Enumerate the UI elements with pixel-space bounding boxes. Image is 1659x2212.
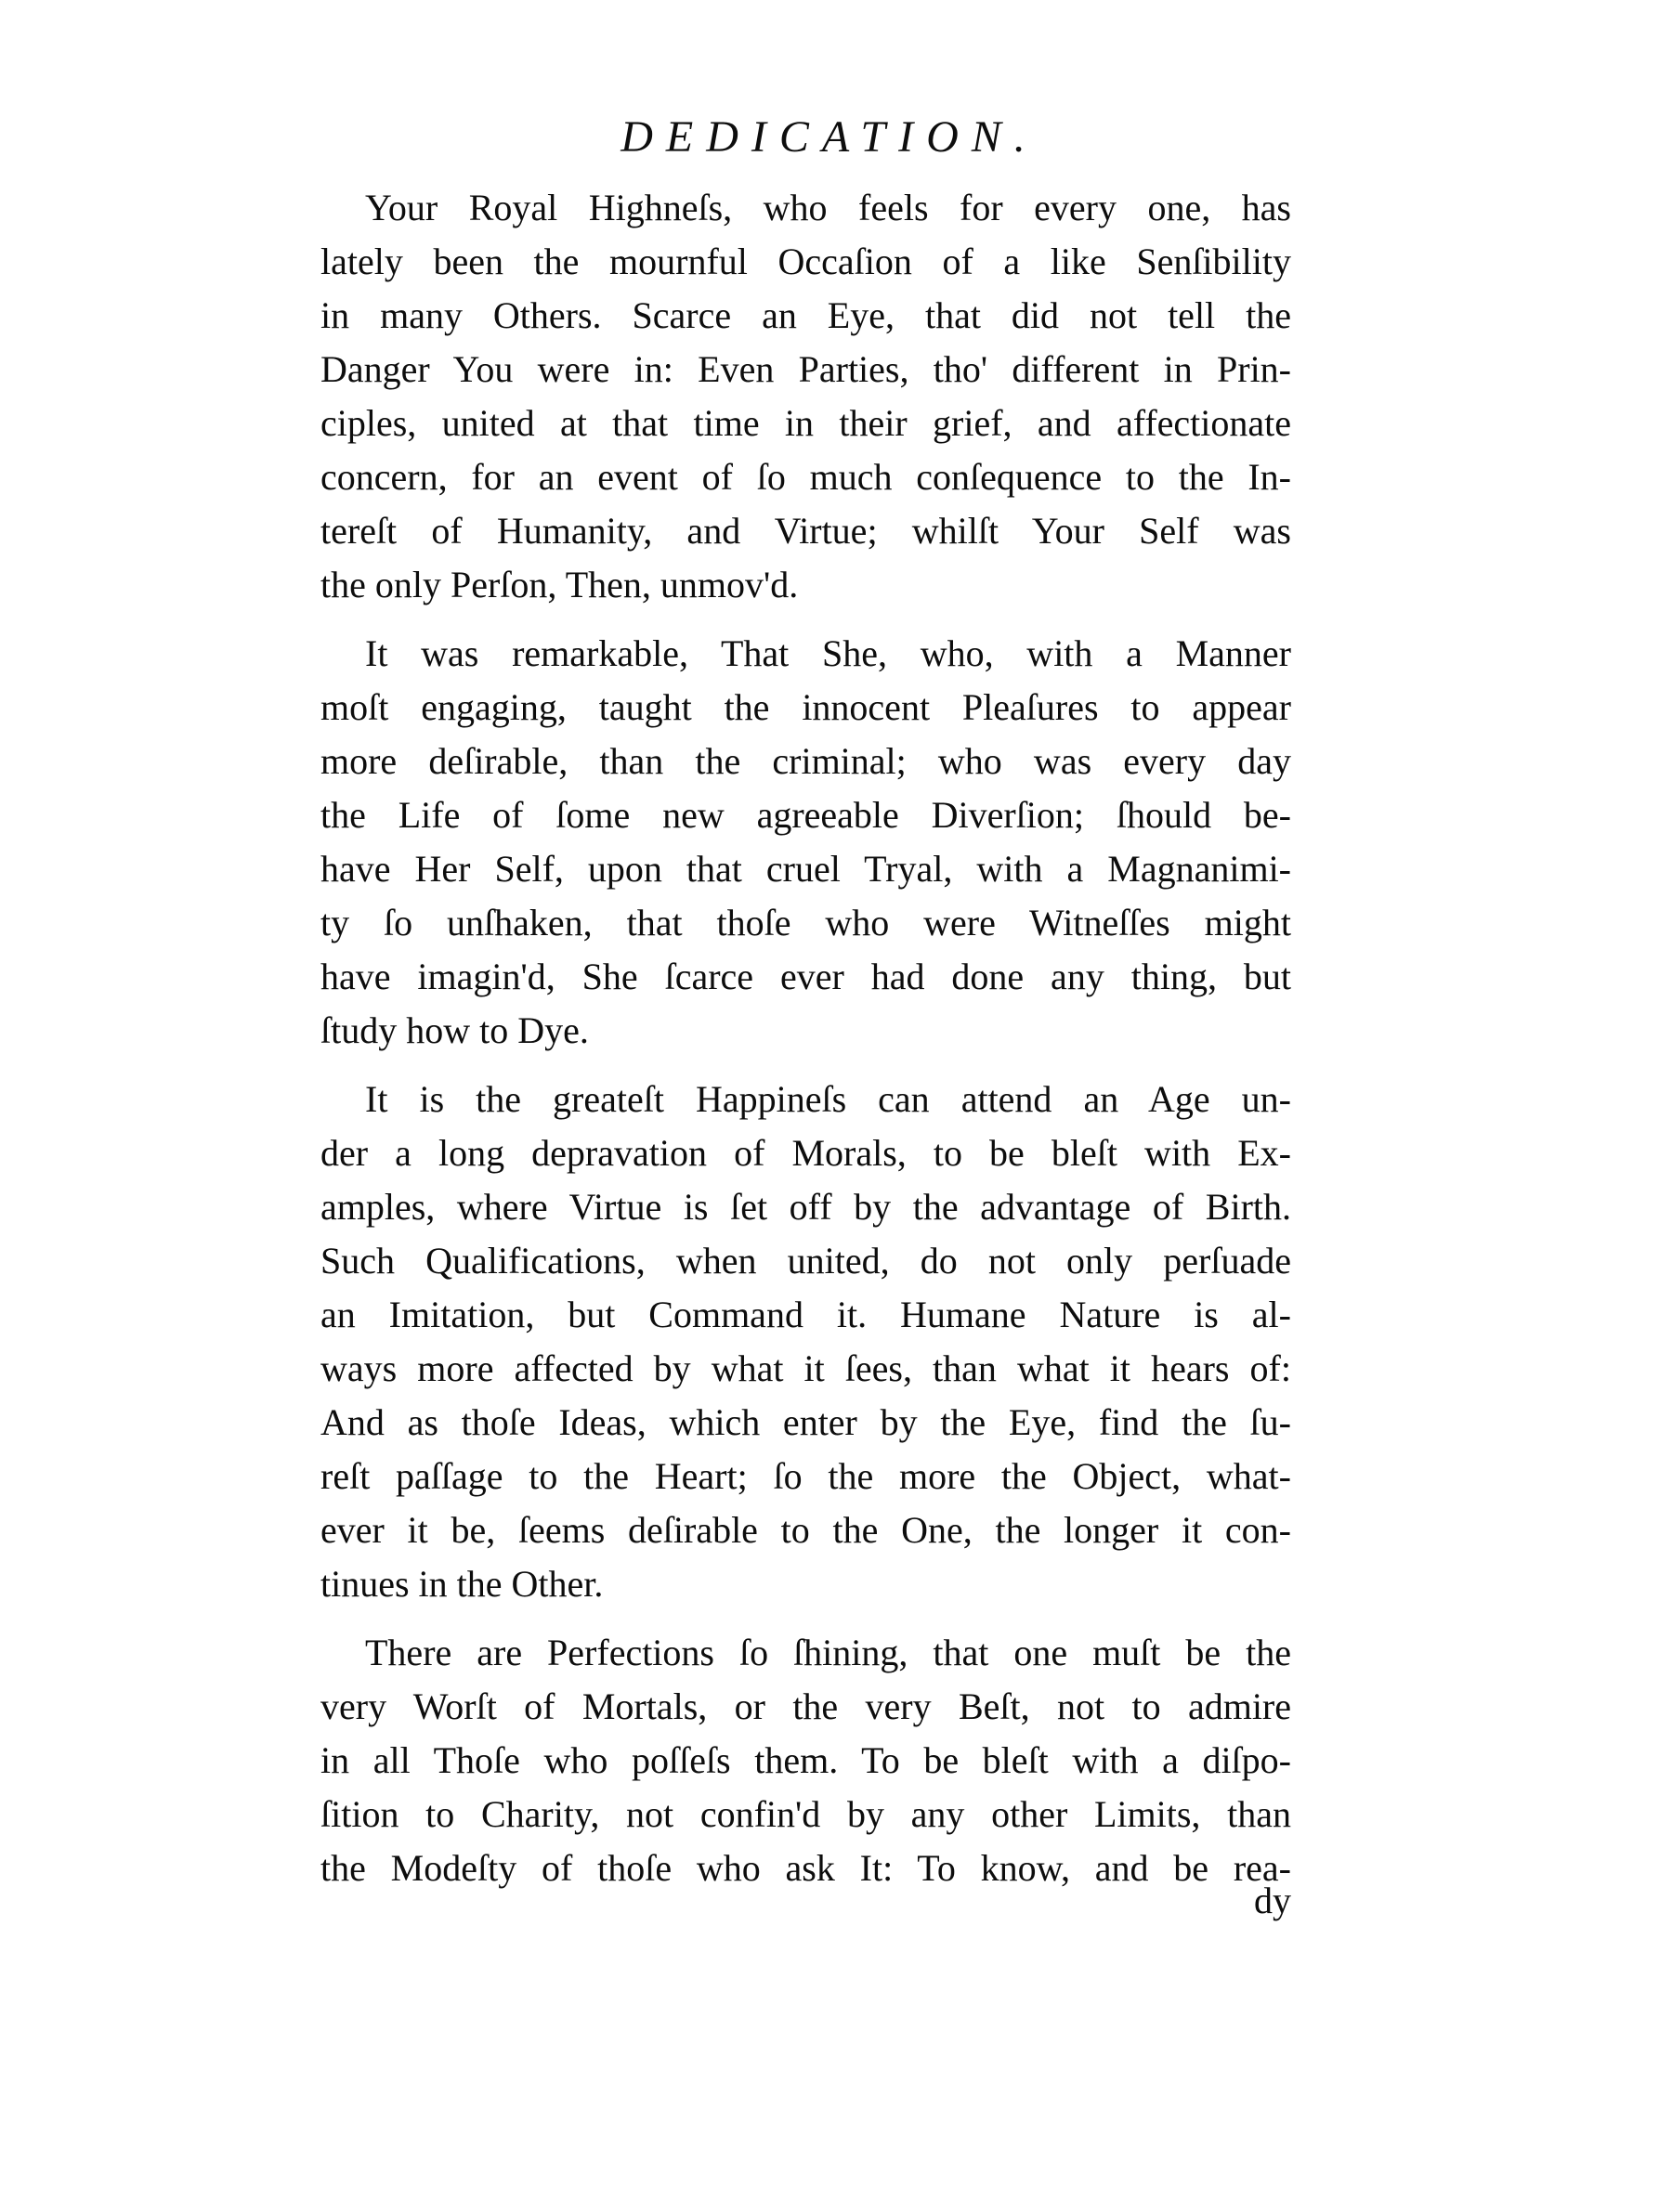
text-line: And as thoſe Ideas, which enter by the Eye, find the ſu- [320,1401,1291,1443]
text-line: There are Perfections ſo ſhining, that one muſt be the [365,1632,1291,1673]
text-line: tinues in the Other. [320,1563,604,1605]
text-line: in many Others. Scarce an Eye, that did not tell the [320,294,1291,336]
text-line: reſt paſſage to the Heart; ſo the more the Object, what- [320,1455,1291,1497]
text-line: It is the greateſt Happineſs can attend an Age un- [365,1078,1291,1120]
text-line: have imagin'd, She ſcarce ever had done any thing, but [320,956,1291,997]
paragraph [320,627,1291,1058]
text-line: ſition to Charity, not confin'd by any other Limits, than [320,1793,1291,1835]
text-line: der a long depravation of Morals, to be bleſt with Ex- [320,1132,1291,1174]
text-line: more deſirable, than the criminal; who was every day [320,740,1291,782]
text-line: lately been the mournful Occaſion of a like Senſibility [320,241,1291,282]
text-line: It was remarkable, That She, who, with a Manner [365,632,1291,674]
text-line: the Life of ſome new agreeable Diverſion; ſhould be- [320,794,1291,836]
catchword: dy [1254,1880,1291,1921]
text-line: concern, for an event of ſo much conſequence to the In- [320,456,1291,498]
paragraph [320,1073,1291,1611]
dedication-text [320,181,1291,1910]
text-line: ty ſo unſhaken, that thoſe who were Witneſſes might [320,902,1291,943]
text-line: Such Qualifications, when united, do not only perſuade [320,1240,1291,1282]
paragraph [320,181,1291,612]
text-line: Danger You were in: Even Parties, tho' different in Prin- [320,348,1291,390]
text-line: the Modeſty of thoſe who ask It: To know, and be rea- [320,1847,1291,1889]
text-line: Your Royal Highneſs, who feels for every one, has [365,187,1291,228]
text-line: an Imitation, but Command it. Humane Nature is al- [320,1294,1291,1335]
text-line: the only Perſon, Then, unmov'd. [320,564,799,605]
text-line: tereſt of Humanity, and Virtue; whilſt Your Self was [320,510,1291,552]
running-head: DEDICATION. [620,112,1039,162]
text-line: moſt engaging, taught the innocent Pleaſures to appear [320,686,1291,728]
paragraph [320,1626,1291,1895]
text-line: ſtudy how to Dye. [320,1009,589,1051]
text-line: ever it be, ſeems deſirable to the One, the longer it con- [320,1509,1291,1551]
text-line: have Her Self, upon that cruel Tryal, with a Magnanimi- [320,848,1291,890]
text-line: very Worſt of Mortals, or the very Beſt, not to admire [320,1685,1291,1727]
text-line: in all Thoſe who poſſeſs them. To be bleſt with a diſpo- [320,1739,1291,1781]
text-line: ciples, united at that time in their grief, and affectionate [320,402,1291,444]
text-line: ways more affected by what it ſees, than what it hears of: [320,1347,1291,1389]
text-line: amples, where Virtue is ſet off by the advantage of Birth. [320,1186,1291,1228]
